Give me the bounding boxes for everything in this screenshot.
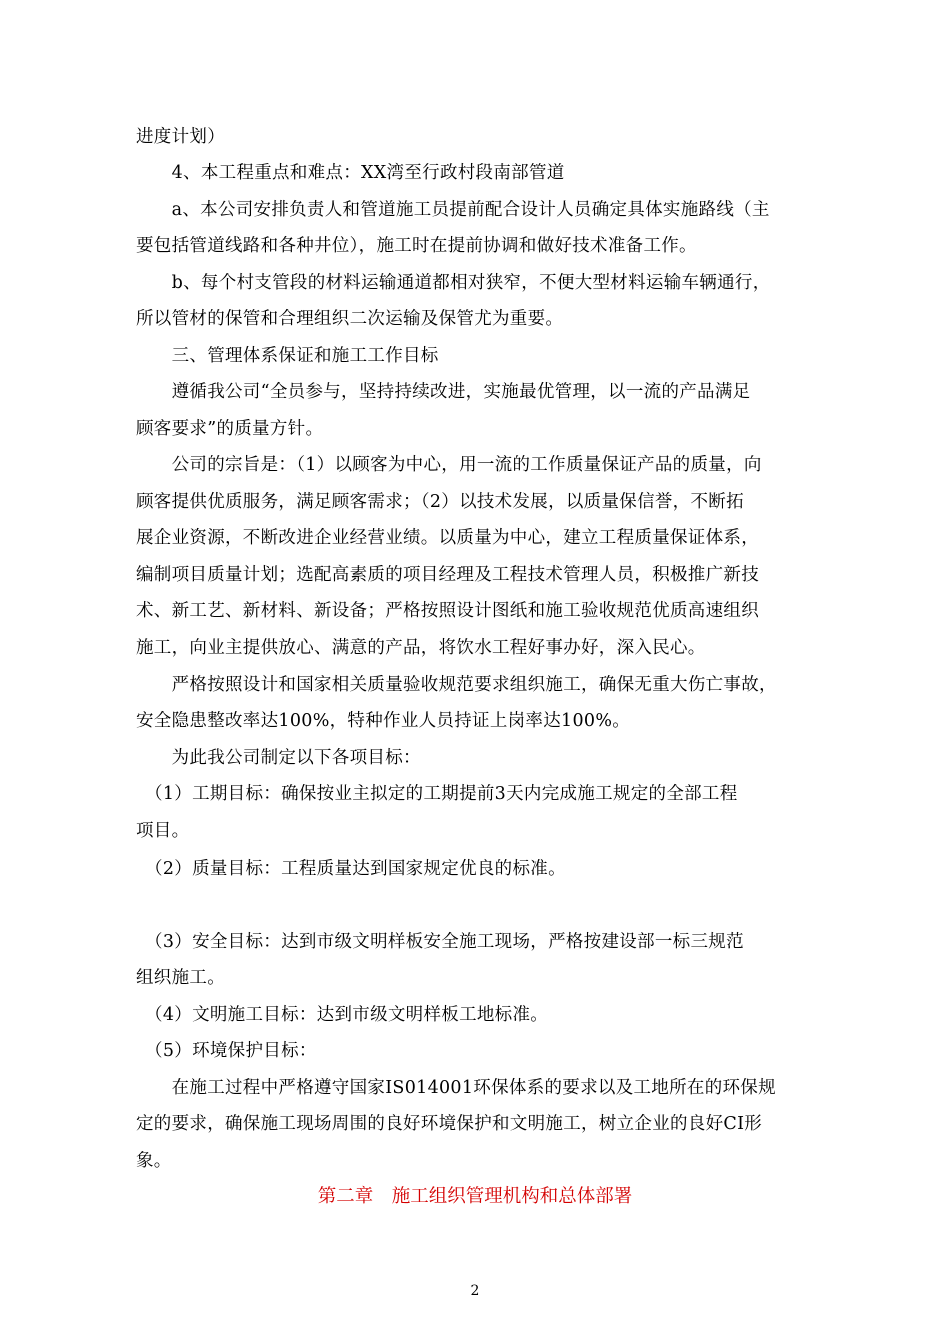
text-line: 严格按照设计和国家相关质量验收规范要求组织施工，确保无重大伤亡事故， [136, 675, 777, 695]
text-line: a、本公司安排负责人和管道施工员提前配合设计人员确定具体实施路线（主 [136, 200, 770, 220]
text-line: 在施工过程中严格遵守国家IS014001环保体系的要求以及工地所在的环保规 [136, 1078, 776, 1098]
text-line: 进度计划） [136, 127, 225, 147]
text-line: （2）质量目标：工程质量达到国家规定优良的标准。 [136, 859, 566, 879]
text-line: 项目。 [136, 821, 190, 841]
text-line: 所以管材的保管和合理组织二次运输及保管尤为重要。 [136, 309, 564, 329]
section-heading: 三、管理体系保证和施工工作目标 [136, 346, 439, 366]
text-line: 定的要求，确保施工现场周围的良好环境保护和文明施工，树立企业的良好CI形 [136, 1114, 763, 1134]
text-line: 遵循我公司“全员参与，坚持持续改进，实施最优管理，以一流的产品满足 [136, 382, 751, 402]
text-line: （1）工期目标：确保按业主拟定的工期提前3天内完成施工规定的全部工程 [136, 784, 738, 804]
text-line: 编制项目质量计划；选配高素质的项目经理及工程技术管理人员，积极推广新技 [136, 565, 759, 585]
text-line: 象。 [136, 1151, 172, 1171]
text-line: 要包括管道线路和各种井位），施工时在提前协调和做好技术准备工作。 [136, 236, 697, 256]
text-line: （4）文明施工目标：达到市级文明样板工地标准。 [136, 1005, 549, 1025]
text-line: （3）安全目标：达到市级文明样板安全施工现场，严格按建设部一标三规范 [136, 932, 744, 952]
text-line: 顾客要求”的质量方针。 [136, 419, 324, 439]
text-line: 公司的宗旨是：（1）以顾客为中心，用一流的工作质量保证产品的质量，向 [136, 455, 762, 475]
text-line: 施工，向业主提供放心、满意的产品，将饮水工程好事办好，深入民心。 [136, 638, 706, 658]
text-line: 顾客提供优质服务，满足顾客需求；（2）以技术发展，以质量保信誉，不断拓 [136, 492, 744, 512]
text-line: 4、本工程重点和难点：XX湾至行政村段南部管道 [136, 163, 565, 183]
text-line: 展企业资源，不断改进企业经营业绩。以质量为中心，建立工程质量保证体系， [136, 528, 759, 548]
text-line: b、每个村支管段的材料运输通道都相对狭窄，不便大型材料运输车辆通行， [136, 273, 771, 293]
page-number: 2 [470, 1283, 480, 1299]
chapter-heading: 第二章 施工组织管理机构和总体部署 [317, 1186, 633, 1207]
text-line: （5）环境保护目标： [136, 1041, 317, 1061]
text-line: 为此我公司制定以下各项目标： [136, 748, 421, 768]
text-line: 安全隐患整改率达100%，特种作业人员持证上岗率达100%。 [136, 711, 631, 731]
text-line: 组织施工。 [136, 968, 225, 988]
text-line: 术、新工艺、新材料、新设备；严格按照设计图纸和施工验收规范优质高速组织 [136, 601, 759, 621]
